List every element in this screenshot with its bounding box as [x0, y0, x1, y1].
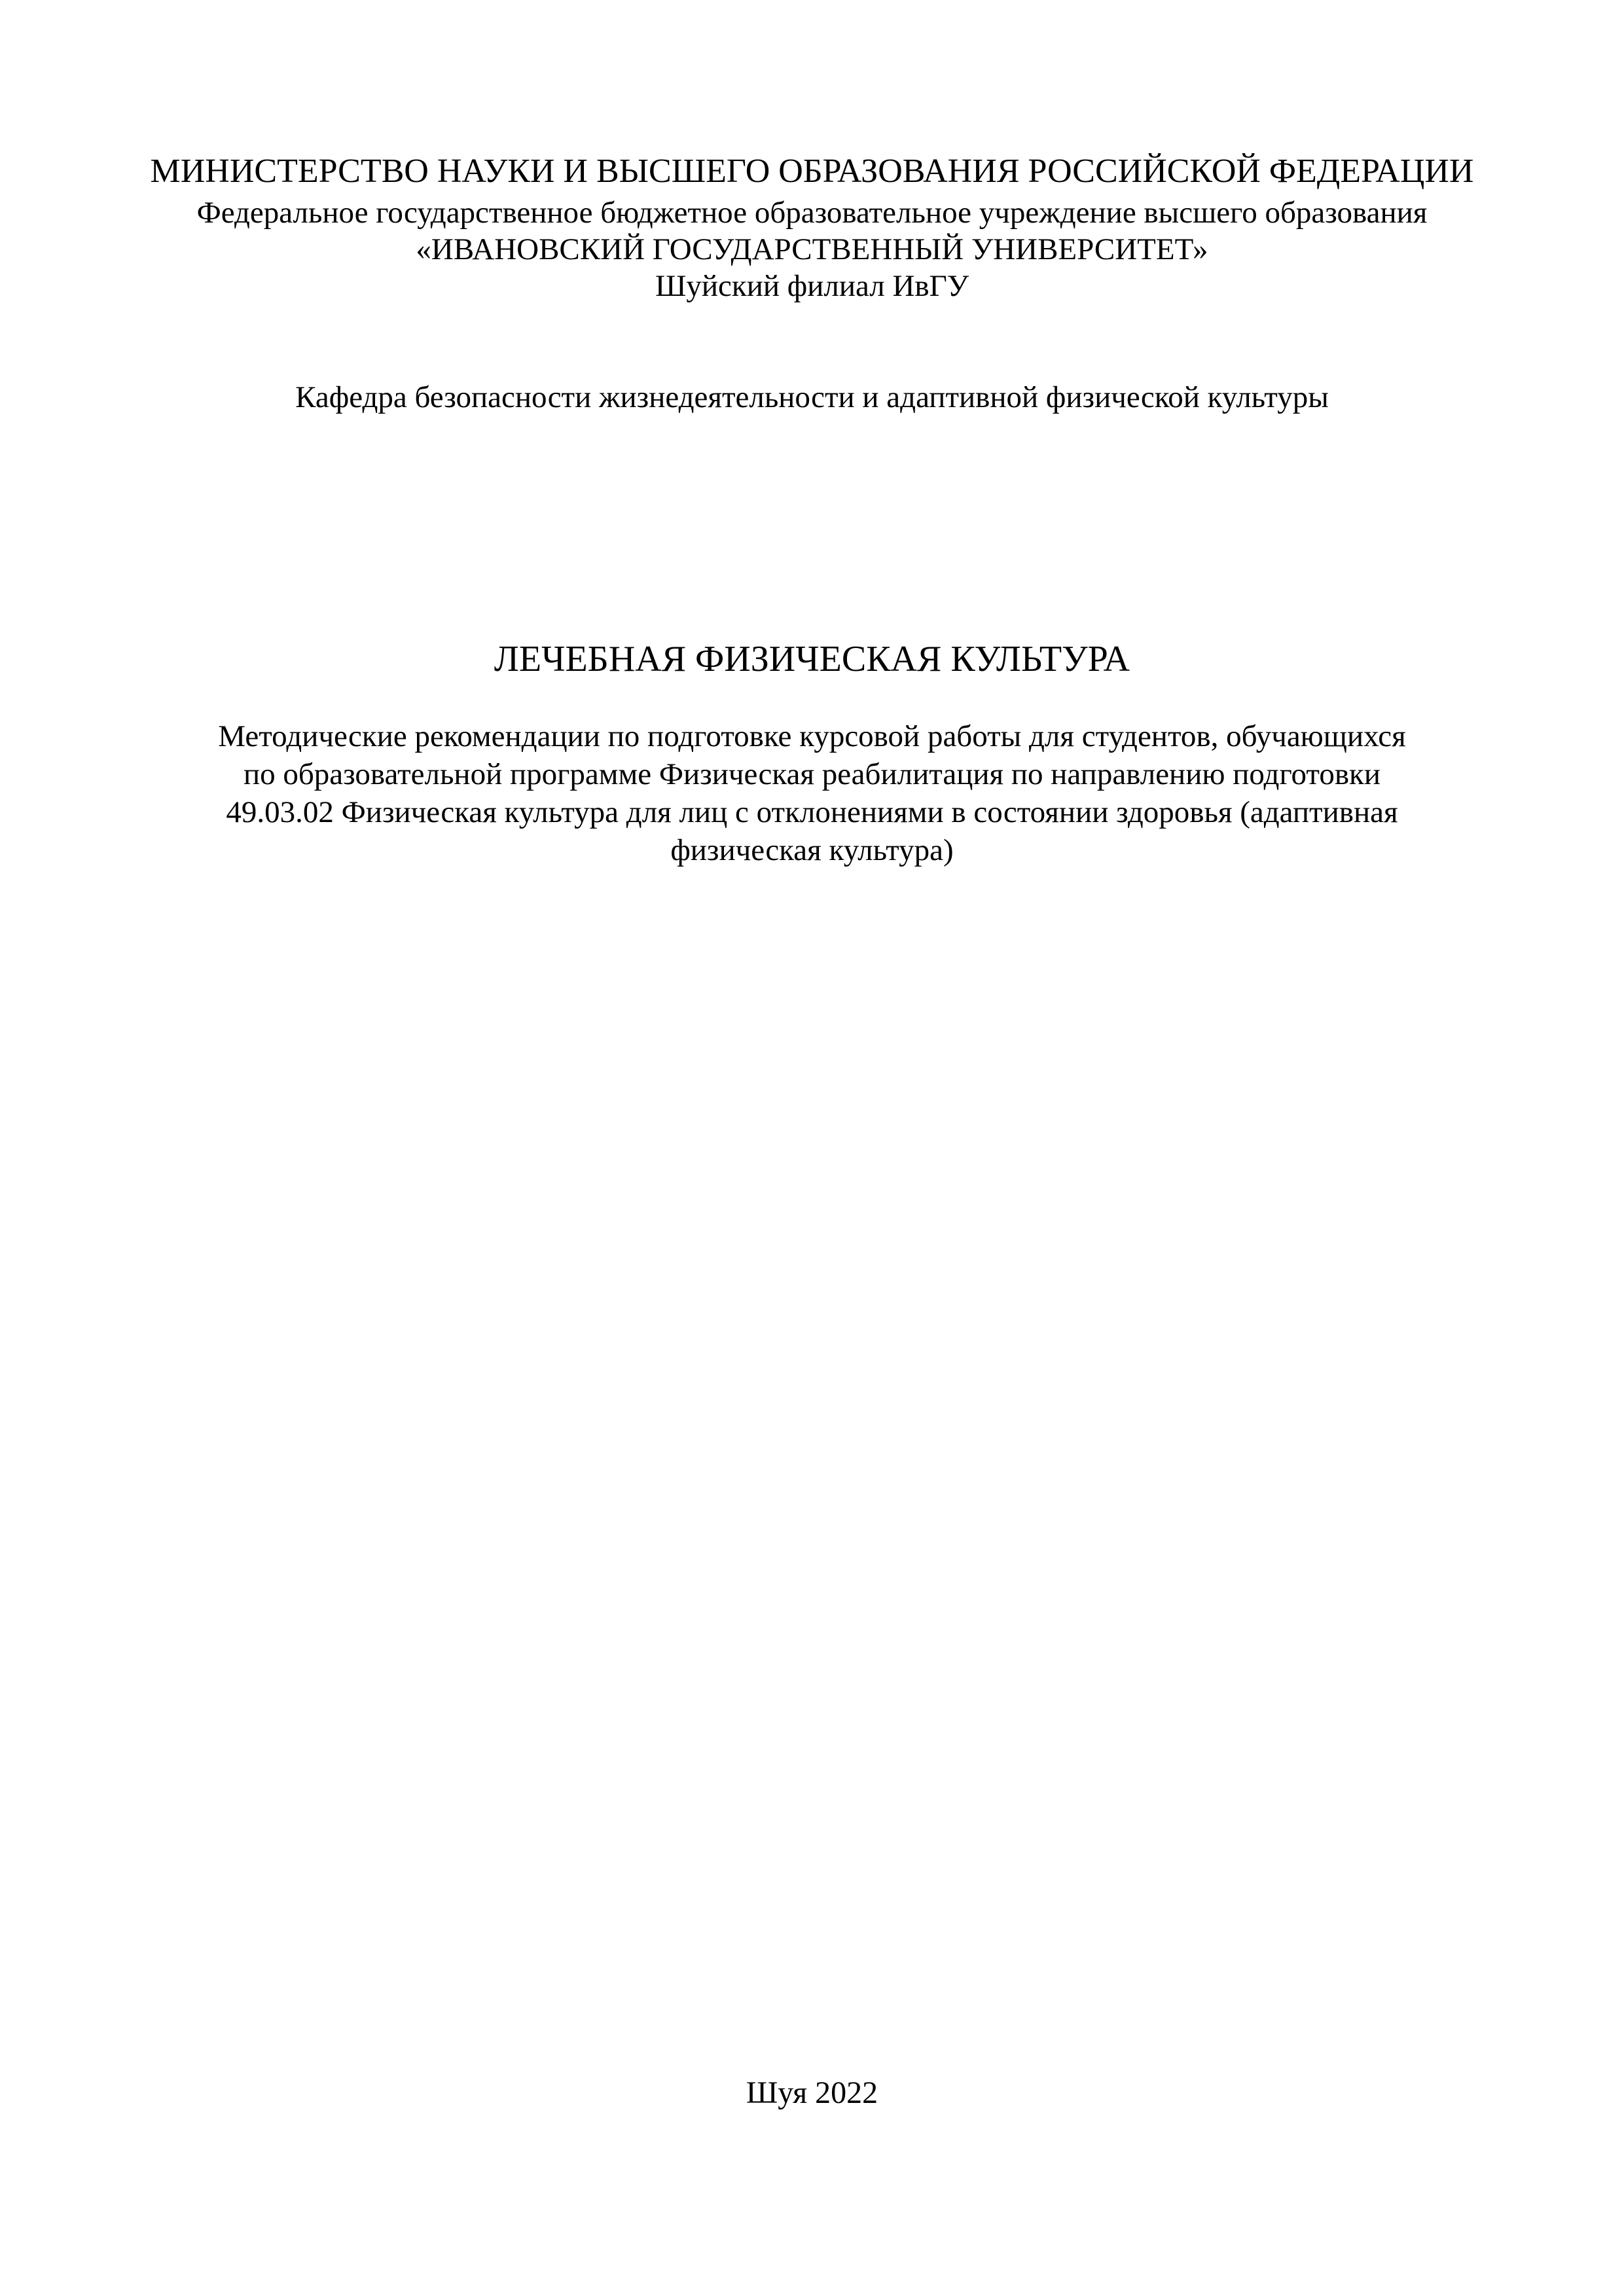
- subtitle-line-1: Методические рекомендации по подготовке курсовой работы для студентов, обучающихся: [218, 719, 1406, 753]
- branch-name: Шуйский филиал ИвГУ: [655, 269, 969, 303]
- subtitle-line-2: по образовательной программе Физическая реабилитация по направлению подготовки: [243, 757, 1381, 791]
- ministry-name: МИНИСТЕРСТВО НАУКИ И ВЫСШЕГО ОБРАЗОВАНИЯ РОССИЙСКОЙ ФЕДЕРАЦИИ: [150, 152, 1474, 190]
- department-name: Кафедра безопасности жизнедеятельности и адаптивной физической культуры: [295, 380, 1329, 414]
- subtitle-line-4: физическая культура): [670, 833, 954, 867]
- subtitle-line-3: 49.03.02 Физическая культура для лиц с отклонениями в состоянии здоровья (адаптивная: [226, 795, 1398, 829]
- document-title: ЛЕЧЕБНАЯ ФИЗИЧЕСКАЯ КУЛЬТУРА: [494, 639, 1130, 679]
- city-year: Шуя 2022: [746, 2075, 878, 2110]
- institution-type: Федеральное государственное бюджетное образовательное учреждение высшего образования: [196, 196, 1428, 230]
- university-name: «ИВАНОВСКИЙ ГОСУДАРСТВЕННЫЙ УНИВЕРСИТЕТ»: [416, 232, 1208, 266]
